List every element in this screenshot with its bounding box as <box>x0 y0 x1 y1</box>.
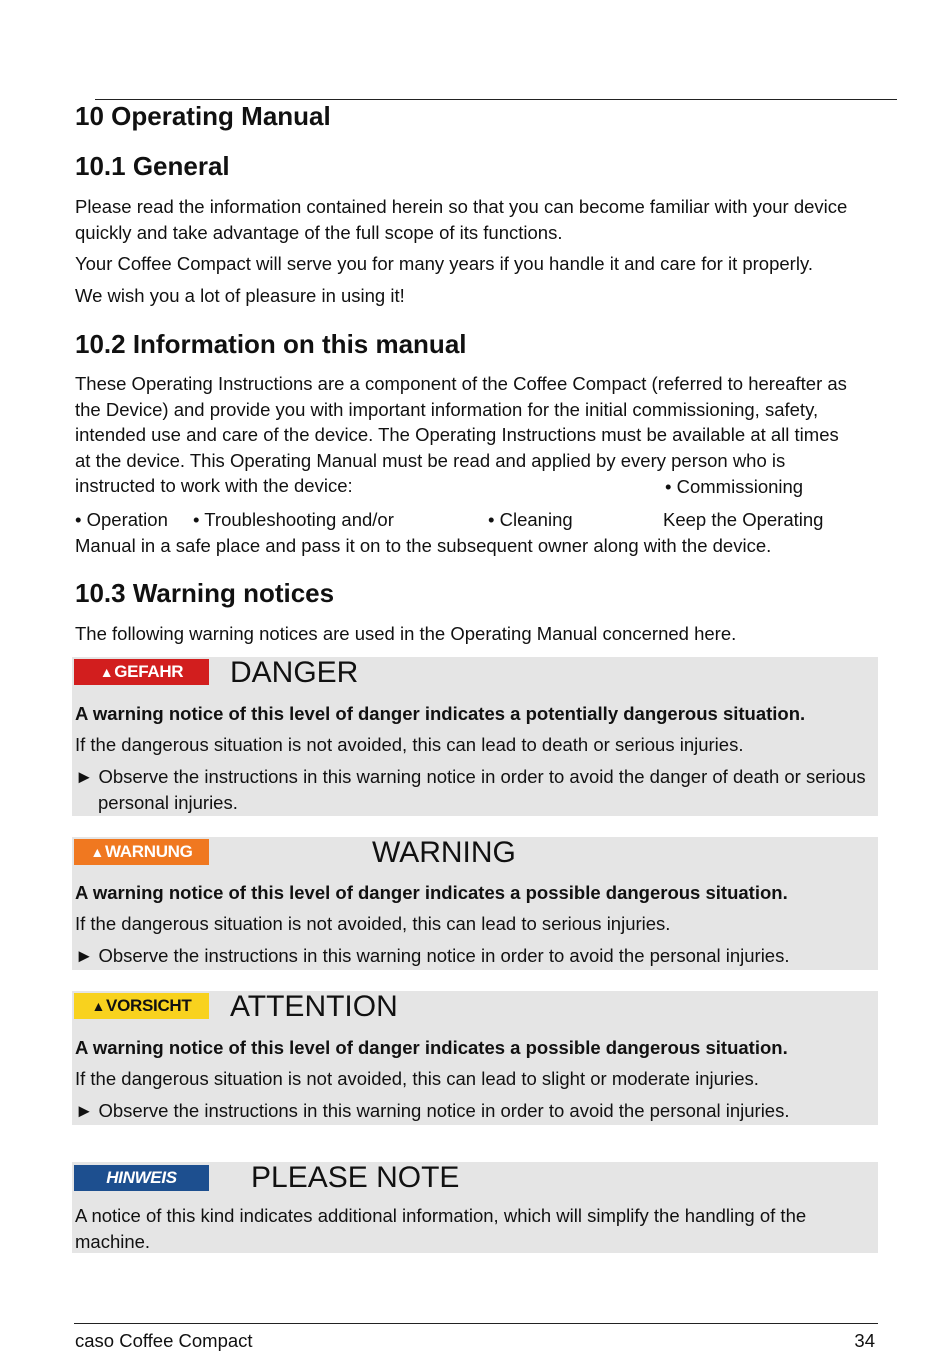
page-number: 34 <box>854 1330 875 1351</box>
danger-title: DANGER <box>230 656 359 689</box>
bullet-troubleshooting: • Troubleshooting and/or <box>193 509 394 530</box>
warning-tag-label: WARNUNG <box>104 842 193 861</box>
bullet-text: Operation <box>86 509 168 530</box>
notice-tag: HINWEIS <box>74 1165 209 1191</box>
warning-text: If the dangerous situation is not avoided, this can lead to serious injuries. <box>75 913 671 934</box>
warning-triangle-icon: ▲ <box>99 664 114 680</box>
bottom-divider <box>74 1323 878 1324</box>
keep-manual-start: Keep the Operating <box>663 509 824 530</box>
section-general-heading: 10.1 General <box>75 151 230 181</box>
danger-tag-label: GEFAHR <box>114 662 184 681</box>
footer-product: caso Coffee Compact <box>75 1330 253 1351</box>
warning-tag <box>74 839 209 865</box>
bullet-text: Troubleshooting and/or <box>204 509 394 530</box>
caution-tag-label: VORSICHT <box>106 996 192 1015</box>
bullet-text: Commissioning <box>676 476 804 497</box>
bullet-text: Cleaning <box>499 509 573 530</box>
warning-triangle-icon: ▲ <box>90 844 104 860</box>
warnings-intro: The following warning notices are used in the Operating Manual concerned here. <box>75 623 737 644</box>
section-info-heading: 10.2 Information on this manual <box>75 329 467 359</box>
warning-triangle-icon: ▲ <box>91 998 106 1014</box>
danger-tag <box>74 659 209 685</box>
notice-title: PLEASE NOTE <box>251 1161 460 1194</box>
danger-bold-text: A warning notice of this level of danger indicates a potentially dangerous situation. <box>75 703 806 724</box>
chapter-title: 10 Operating Manual <box>75 101 331 131</box>
general-paragraph-2: Your Coffee Compact will serve you for many years if you handle it and care for it properly. <box>75 253 813 274</box>
caution-action: ► Observe the instructions in this warning notice in order to avoid the personal injuries. <box>75 1100 790 1121</box>
warning-title: WARNING <box>372 836 516 869</box>
warning-action: ► Observe the instructions in this warning notice in order to avoid the personal injuries. <box>75 945 790 966</box>
danger-action: ► Observe the instructions in this warning notice in order to avoid the danger of death or serious personal injuries. <box>75 766 866 813</box>
bullet-cleaning: • Cleaning <box>488 509 573 530</box>
danger-text: If the dangerous situation is not avoided, this can lead to death or serious injuries. <box>75 734 744 755</box>
caution-text: If the dangerous situation is not avoided, this can lead to slight or moderate injuries. <box>75 1068 759 1089</box>
caution-title: ATTENTION <box>230 990 398 1023</box>
bullet-commissioning: • Commissioning <box>665 476 804 497</box>
section-warnings-heading: 10.3 Warning notices <box>75 578 335 608</box>
general-paragraph-3: We wish you a lot of pleasure in using it! <box>75 285 405 306</box>
general-paragraph-1: Please read the information contained herein so that you can become familiar with your device quickly and take advantage of the full scope of its functions. <box>75 196 848 243</box>
caution-bold-text: A warning notice of this level of danger indicates a possible dangerous situation. <box>75 1037 788 1058</box>
notice-text: A notice of this kind indicates additional information, which will simplify the handling of the machine. <box>75 1205 807 1252</box>
bullet-operation: • Operation <box>75 509 168 530</box>
warning-bold-text: A warning notice of this level of danger indicates a possible dangerous situation. <box>75 882 788 903</box>
caution-tag <box>74 993 209 1019</box>
info-paragraph: These Operating Instructions are a component of the Coffee Compact (referred to hereafter as the Device) and provide you with important information for the initial commissioning, safety, intended use and care of the device. The Operating Instructions must be available at all times at the device. This Operating Manual must be read and applied by every person who is instructed to work with the device: <box>75 373 847 496</box>
top-divider <box>95 99 897 100</box>
keep-manual-text: Manual in a safe place and pass it on to the subsequent owner along with the device. <box>75 535 772 556</box>
